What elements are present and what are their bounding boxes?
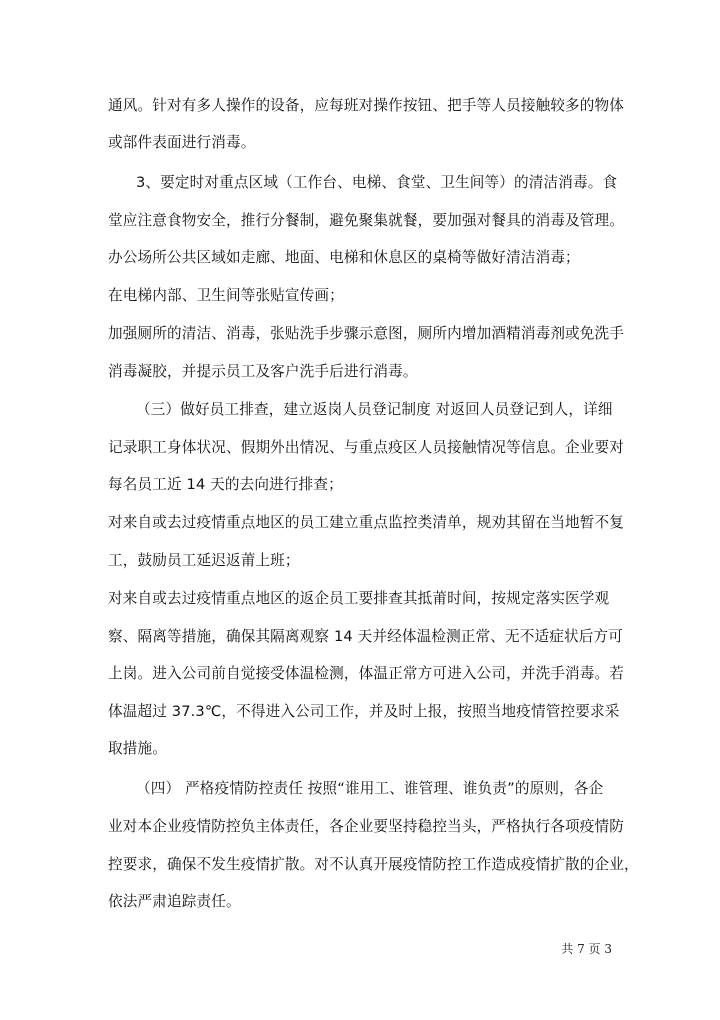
paragraph-line: 依法严肃追踪责任。 <box>108 893 241 910</box>
paragraph-line: 对来自或去过疫情重点地区的员工建立重点监控类清单，规劝其留在当地暂不复 <box>108 514 625 531</box>
paragraph-line: 通风。针对有多人操作的设备，应每班对操作按钮、把手等人员接触较多的物体 <box>108 97 625 114</box>
paragraph-line: 每名员工近 14 天的去向进行排查； <box>108 476 343 493</box>
paragraph-line: 3、要定时对重点区域（工作台、电梯、食堂、卫生间等）的清洁消毒。食 <box>136 174 618 191</box>
paragraph-line: 工，鼓励员工延迟返莆上班； <box>108 552 300 569</box>
paragraph-line: （三）做好员工排查，建立返岗人员登记制度 对返回人员登记到人，详细 <box>136 401 613 418</box>
paragraph-line: 记录职工身体状况、假期外出情况、与重点疫区人员接触情况等信息。企业要对 <box>108 439 625 456</box>
paragraph-line: 在电梯内部、卫生间等张贴宣传画； <box>108 287 344 304</box>
paragraph-line: （四） 严格疫情防控责任 按照“谁用工、谁管理、谁负责”的原则，各企 <box>136 780 604 797</box>
paragraph-line: 控要求，确保不发生疫情扩散。对不认真开展疫情防控工作造成疫情扩散的企业， <box>108 856 639 873</box>
page-number-footer: 共 7 页 3 <box>561 942 612 956</box>
paragraph-line: 上岗。进入公司前自觉接受体温检测，体温正常方可进入公司，并洗手消毒。若 <box>108 665 625 682</box>
paragraph-line: 加强厕所的清洁、消毒，张贴洗手步骤示意图，厕所内增加酒精消毒剂或免洗手 <box>108 325 625 342</box>
paragraph-line: 取措施。 <box>108 740 167 757</box>
paragraph-line: 业对本企业疫情防控负主体责任，各企业要坚持稳控当头，严格执行各项疫情防 <box>108 818 625 835</box>
paragraph-line: 或部件表面进行消毒。 <box>108 134 256 151</box>
paragraph-line: 体温超过 37.3℃，不得进入公司工作，并及时上报，按照当地疫情管控要求采 <box>108 703 620 720</box>
paragraph-line: 办公场所公共区域如走廊、地面、电梯和休息区的桌椅等做好清洁消毒； <box>108 249 580 266</box>
paragraph-line: 对来自或去过疫情重点地区的返企员工要排查其抵莆时间，按规定落实医学观 <box>108 590 610 607</box>
paragraph-line: 消毒凝胶，并提示员工及客户洗手后进行消毒。 <box>108 363 418 380</box>
paragraph-line: 堂应注意食物安全，推行分餐制，避免聚集就餐，要加强对餐具的消毒及管理。 <box>108 212 625 229</box>
paragraph-line: 察、隔离等措施，确保其隔离观察 14 天并经体温检测正常、无不适症状后方可 <box>108 628 623 645</box>
